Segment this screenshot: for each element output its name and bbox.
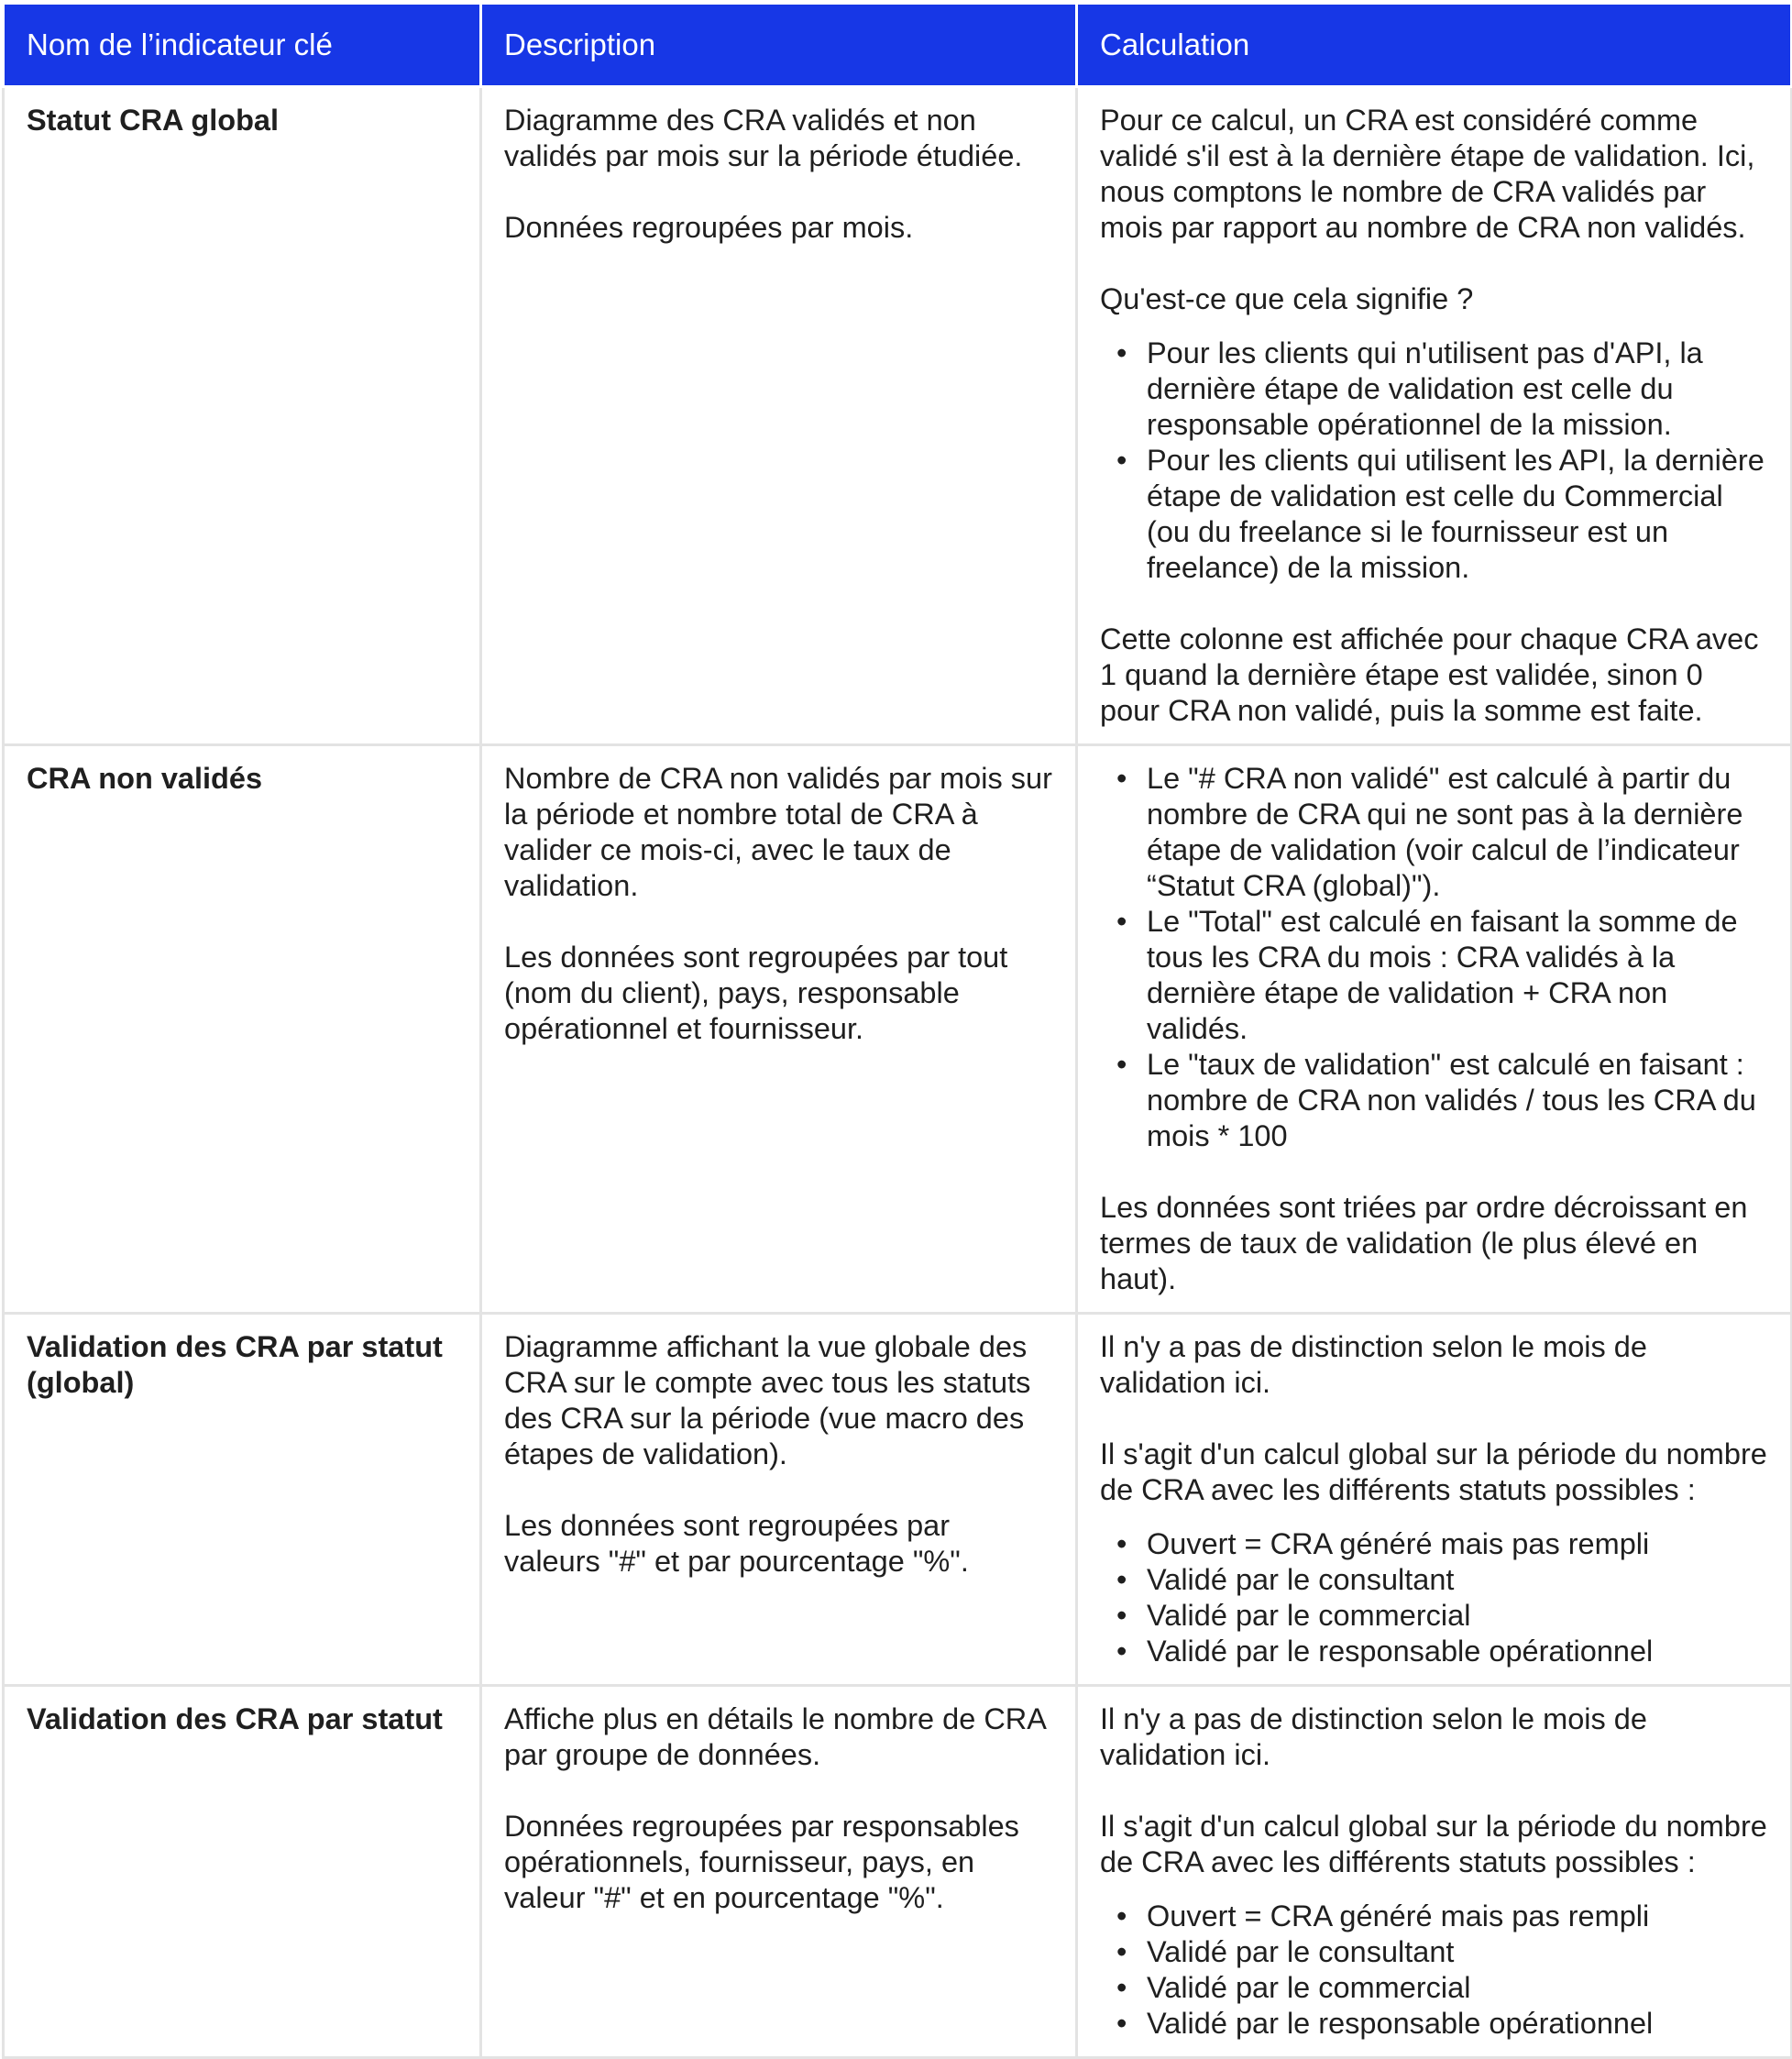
header-row [4, 4, 1792, 87]
description-paragraph: Diagramme des CRA validés et non validés par mois sur la période étudiée. [504, 104, 1023, 172]
list-item: • Validé par le responsable opérationnel [1100, 2006, 1768, 2042]
calculation-paragraph: Il n'y a pas de distinction selon le mois de validation ici. [1100, 1330, 1647, 1399]
description-paragraph: Données regroupées par mois. [504, 211, 914, 244]
kpi-name: Validation des CRA par statut [4, 1686, 481, 2058]
list-item: • Ouvert = CRA généré mais pas rempli [1100, 1526, 1768, 1562]
kpi-calculation [1077, 1314, 1792, 1686]
table-header [4, 4, 1792, 87]
description-paragraph: Nombre de CRA non validés par mois sur la période et nombre total de CRA à valider ce mois-ci, avec le taux de validation. [504, 762, 1052, 902]
calculation-paragraph: Il s'agit d'un calcul global sur la période du nombre de CRA avec les différents statuts possibles : [1100, 1810, 1767, 1878]
calculation-list [1100, 1526, 1768, 1669]
calculation-paragraph: Qu'est-ce que cela signifie ? [1100, 282, 1474, 315]
table-row [4, 87, 1792, 745]
kpi-calculation [1077, 745, 1792, 1314]
list-item: • Ouvert = CRA généré mais pas rempli [1100, 1899, 1768, 1934]
kpi-name: Statut CRA global [4, 87, 481, 745]
kpi-description [481, 745, 1077, 1314]
calculation-paragraph: Les données sont triées par ordre décroissant en termes de taux de validation (le plus élevé en haut). [1100, 1191, 1748, 1295]
kpi-calculation [1077, 87, 1792, 745]
description-paragraph: Données regroupées par responsables opérationnels, fournisseur, pays, en valeur "#" et en pourcentage "%". [504, 1810, 1019, 1914]
header-calculation: Calculation [1077, 4, 1792, 87]
description-paragraph: Diagramme affichant la vue globale des CRA sur le compte avec tous les statuts des CRA sur la période (vue macro des étapes de validation). [504, 1330, 1031, 1470]
calculation-list [1100, 761, 1768, 1154]
list-item: • Le "Total" est calculé en faisant la somme de tous les CRA du mois : CRA validés à la dernière étape de validation + CRA non validés. [1100, 904, 1768, 1047]
list-item: • Validé par le commercial [1100, 1970, 1768, 2006]
list-item: • Le "# CRA non validé" est calculé à partir du nombre de CRA qui ne sont pas à la dernière étape de validation (voir calcul de l’indicateur “Statut CRA (global)"). [1100, 761, 1768, 904]
calculation-paragraph: Cette colonne est affichée pour chaque CRA avec 1 quand la dernière étape est validée, sinon 0 pour CRA non validé, puis la somme est faite. [1100, 622, 1759, 727]
description-paragraph: Affiche plus en détails le nombre de CRA par groupe de données. [504, 1702, 1046, 1771]
kpi-calculation [1077, 1686, 1792, 2058]
list-item: • Le "taux de validation" est calculé en faisant : nombre de CRA non validés / tous les CRA du mois * 100 [1100, 1047, 1768, 1154]
calculation-list [1100, 1899, 1768, 2042]
list-item: • Pour les clients qui n'utilisent pas d'API, la dernière étape de validation est celle du responsable opérationnel de la mission. [1100, 336, 1768, 443]
description-paragraph: Les données sont regroupées par valeurs "#" et par pourcentage "%". [504, 1509, 969, 1578]
list-item: • Validé par le consultant [1100, 1562, 1768, 1598]
kpi-description [481, 1314, 1077, 1686]
list-item: • Validé par le commercial [1100, 1598, 1768, 1634]
header-description: Description [481, 4, 1077, 87]
list-item: • Validé par le responsable opérationnel [1100, 1634, 1768, 1669]
header-name: Nom de l’indicateur clé [4, 4, 481, 87]
calculation-list [1100, 336, 1768, 586]
kpi-name: CRA non validés [4, 745, 481, 1314]
kpi-description [481, 1686, 1077, 2058]
calculation-paragraph: Il s'agit d'un calcul global sur la période du nombre de CRA avec les différents statuts possibles : [1100, 1437, 1767, 1506]
kpi-table [2, 2, 1792, 2059]
kpi-name: Validation des CRA par statut (global) [4, 1314, 481, 1686]
table-row [4, 745, 1792, 1314]
kpi-description [481, 87, 1077, 745]
table-row [4, 1314, 1792, 1686]
description-paragraph: Les données sont regroupées par tout (nom du client), pays, responsable opérationnel et fournisseur. [504, 941, 1008, 1045]
table-body [4, 87, 1792, 2058]
table-row [4, 1686, 1792, 2058]
calculation-paragraph: Il n'y a pas de distinction selon le mois de validation ici. [1100, 1702, 1647, 1771]
calculation-paragraph: Pour ce calcul, un CRA est considéré comme validé s'il est à la dernière étape de validation. Ici, nous comptons le nombre de CRA validés par mois par rapport au nombre de CRA non validés. [1100, 104, 1755, 244]
list-item: • Pour les clients qui utilisent les API, la dernière étape de validation est celle du Commercial (ou du freelance si le fournisseur est un freelance) de la mission. [1100, 443, 1768, 586]
list-item: • Validé par le consultant [1100, 1934, 1768, 1970]
